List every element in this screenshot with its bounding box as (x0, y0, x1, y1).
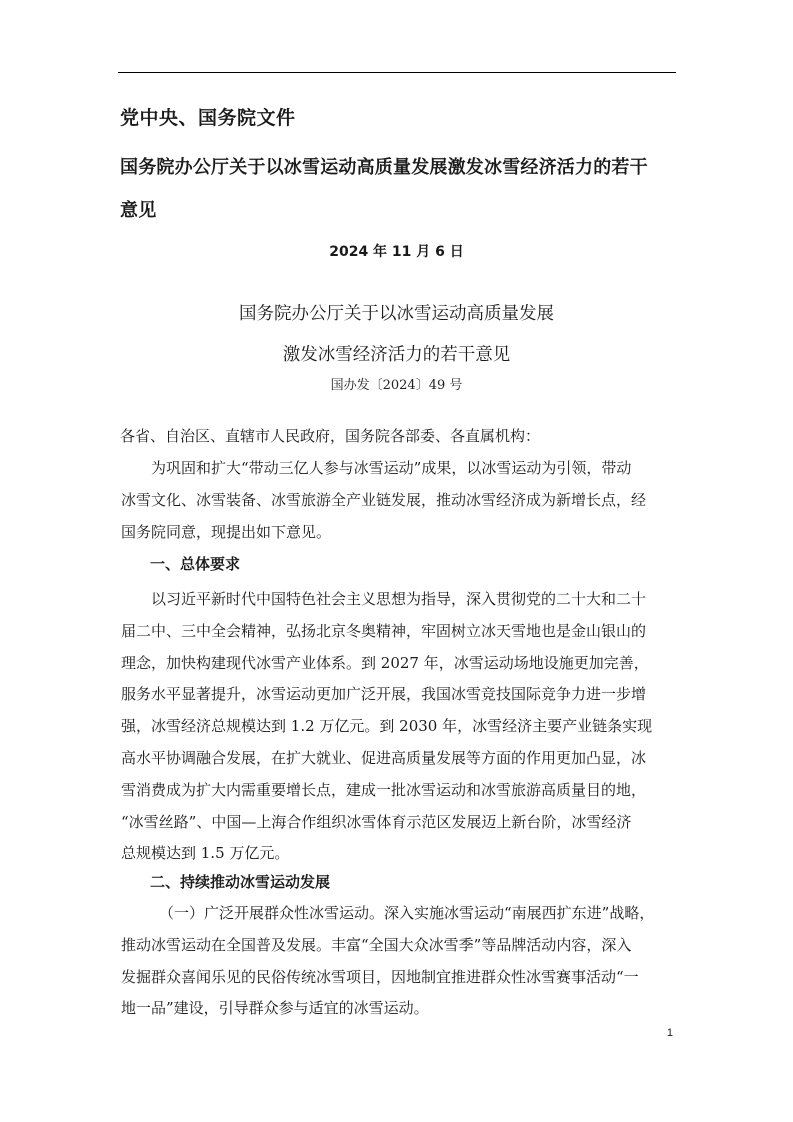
notice-title-line-2: 意见 (120, 200, 157, 221)
document-title-line-2: 激发冰雪经济活力的若干意见 (282, 345, 511, 365)
intro-paragraph (121, 453, 677, 548)
paragraph-line: “冰雪丝路”、中国—上海合作组织冰雪体育示范区发展迈上新台阶，冰雪经济 (121, 812, 632, 831)
document-number: 国办发〔2024〕49 号 (330, 378, 463, 393)
paragraph-line: 总规模达到 1.5 万亿元。 (121, 844, 290, 863)
section-1-heading: 一、总体要求 (150, 555, 241, 573)
paragraph-line: 发掘群众喜闻乐见的民俗传统冰雪项目，因地制宜推进群众性冰雪赛事活动“一 (121, 967, 639, 986)
notice-title-line-1: 国务院办公厅关于以冰雪运动高质量发展激发冰雪经济活力的若干 (120, 157, 648, 178)
paragraph-line: 冰雪文化、冰雪装备、冰雪旅游全产业链发展，推动冰雪经济成为新增长点，经 (121, 490, 647, 509)
paragraph-line: 为巩固和扩大“带动三亿人参与冰雪运动”成果，以冰雪运动为引领，带动 (151, 459, 632, 477)
paragraph-line: 雪消费成为扩大内需重要增长点，建成一批冰雪运动和冰雪旅游高质量目的地， (121, 780, 647, 799)
salutation (120, 421, 676, 453)
page-number: 1 (666, 1027, 673, 1039)
paragraph-line: 推动冰雪运动在全国普及发展。丰富“全国大众冰雪季”等品牌活动内容，深入 (121, 935, 632, 954)
section-2-heading: 二、持续推动冰雪运动发展 (150, 873, 331, 891)
paragraph-line: 届二中、三中全会精神，弘扬北京冬奥精神，牢固树立冰天雪地也是金山银山的 (121, 621, 647, 640)
paragraph-line: 理念，加快构建现代冰雪产业体系。到 2027 年，冰雪运动场地设施更加完善， (121, 653, 649, 672)
issuer-heading: 党中央、国务院文件 (120, 107, 296, 129)
paragraph-line: 国务院同意，现提出如下意见。 (121, 522, 332, 541)
salutation-text: 各省、自治区、直辖市人民政府，国务院各部委、各直属机构： (120, 427, 541, 445)
issue-date: 2024 年 11 月 6 日 (329, 244, 464, 260)
paragraph-line: 以习近平新时代中国特色社会主义思想为指导，深入贯彻党的二十大和二十 (151, 590, 647, 608)
header-rule (118, 72, 676, 73)
section-1-paragraph (121, 584, 677, 870)
paragraph-line: 强，冰雪经济总规模达到 1.2 万亿元。到 2030 年，冰雪经济主要产业链条实现 (121, 717, 653, 736)
paragraph-line: 高水平协调融合发展，在扩大就业、促进高质量发展等方面的作用更加凸显，冰 (121, 748, 647, 767)
paragraph-line: （一）广泛开展群众性冰雪运动。深入实施冰雪运动“南展西扩东进”战略， (159, 904, 655, 922)
section-2-paragraph (121, 898, 677, 1025)
document-title-line-1: 国务院办公厅关于以冰雪运动高质量发展 (239, 304, 554, 324)
paragraph-line: 地一品”建设，引导群众参与适宜的冰雪运动。 (121, 999, 429, 1018)
paragraph-line: 服务水平显著提升，冰雪运动更加广泛开展，我国冰雪竞技国际竞争力进一步增 (121, 685, 647, 704)
